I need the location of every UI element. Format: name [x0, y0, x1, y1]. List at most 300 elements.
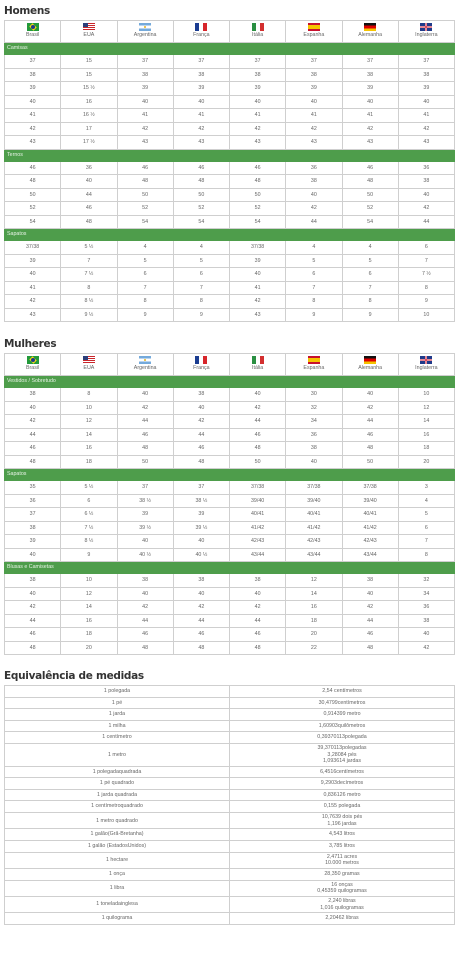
- table-cell: 15: [61, 55, 117, 69]
- table-cell: 6: [173, 268, 229, 282]
- unit-cell: [5, 732, 230, 744]
- table-cell: 16: [61, 614, 117, 628]
- table-cell: 50: [117, 188, 173, 202]
- section-label: Sapatos: [5, 469, 455, 481]
- table-cell: 7 ½: [61, 268, 117, 282]
- unit-cell: [5, 743, 230, 766]
- table-cell: 48: [5, 641, 61, 655]
- table-row: [5, 455, 455, 469]
- table-cell: 5: [286, 254, 342, 268]
- table-cell: 4: [117, 241, 173, 255]
- table-cell: 39: [5, 254, 61, 268]
- table-cell: 9: [286, 308, 342, 322]
- equivalence-row: [5, 896, 455, 912]
- table-cell: 40: [5, 401, 61, 415]
- table-cell: 14: [286, 587, 342, 601]
- table-row: [5, 641, 455, 655]
- flag-br-icon: [27, 23, 39, 31]
- table-cell: 39: [230, 82, 286, 96]
- flag-de-icon: [364, 356, 376, 364]
- table-row: [5, 55, 455, 69]
- measure-text: 1 hectare: [105, 857, 129, 864]
- table-cell: 5: [398, 508, 454, 522]
- measure-text: 39,370113polegadas: [317, 745, 367, 752]
- table-cell: 44: [173, 428, 229, 442]
- column-label: Espanha: [303, 32, 325, 38]
- equivalence-row: [5, 829, 455, 841]
- column-label: Inglaterra: [415, 32, 438, 38]
- table-cell: 44: [5, 428, 61, 442]
- equivalent-cell: [230, 789, 455, 801]
- unit-cell: [5, 812, 230, 828]
- table-row: [5, 521, 455, 535]
- table-cell: 46: [5, 161, 61, 175]
- measure-text: 1 metro: [108, 751, 126, 758]
- table-cell: 46: [117, 428, 173, 442]
- measure-text: 1,016 quilogramas: [320, 904, 364, 911]
- table-cell: 37: [342, 55, 398, 69]
- section-row: [5, 376, 455, 388]
- table-cell: 37/38: [342, 481, 398, 495]
- measure-text: 1 centímetro: [102, 734, 132, 741]
- equivalence-row: [5, 766, 455, 778]
- table-cell: 38: [398, 175, 454, 189]
- table-cell: 38 ½: [117, 494, 173, 508]
- table-cell: 43/44: [230, 548, 286, 562]
- table-cell: 40: [5, 587, 61, 601]
- table-cell: 38: [342, 574, 398, 588]
- column-label: EUA: [83, 32, 95, 38]
- unit-cell: [5, 913, 230, 925]
- table-cell: 36: [398, 601, 454, 615]
- header-row: [5, 354, 455, 376]
- table-cell: 9: [398, 295, 454, 309]
- table-row: [5, 295, 455, 309]
- table-cell: 39: [173, 508, 229, 522]
- table-cell: 41/42: [230, 521, 286, 535]
- table-cell: 34: [398, 587, 454, 601]
- table-cell: 54: [173, 215, 229, 229]
- mulheres-title: Mulheres: [4, 338, 57, 350]
- table-cell: 10: [61, 574, 117, 588]
- table-cell: 54: [342, 215, 398, 229]
- table-cell: 46: [173, 442, 229, 456]
- table-cell: 37: [5, 55, 61, 69]
- measure-text: 3,785 litros: [329, 842, 355, 849]
- column-label: Argentina: [133, 32, 157, 38]
- column-header-it: [230, 21, 286, 43]
- equivalent-cell: [230, 686, 455, 698]
- unit-cell: [5, 880, 230, 896]
- table-cell: 7: [342, 281, 398, 295]
- table-cell: 48: [117, 442, 173, 456]
- section-label: Sapatos: [5, 229, 455, 241]
- table-cell: 9: [342, 308, 398, 322]
- table-cell: 6: [61, 494, 117, 508]
- table-cell: 38: [398, 614, 454, 628]
- table-cell: 52: [117, 202, 173, 216]
- column-label: França: [193, 32, 210, 38]
- table-cell: 8: [61, 281, 117, 295]
- table-cell: 48: [173, 175, 229, 189]
- column-header-gb: [398, 354, 454, 376]
- table-row: [5, 388, 455, 402]
- table-cell: 9: [173, 308, 229, 322]
- table-cell: 37/38: [5, 241, 61, 255]
- equivalent-cell: [230, 732, 455, 744]
- table-cell: 39: [230, 254, 286, 268]
- table-cell: 40: [5, 95, 61, 109]
- table-cell: 37/38: [286, 481, 342, 495]
- table-cell: 39: [5, 535, 61, 549]
- table-cell: 32: [286, 401, 342, 415]
- table-cell: 46: [117, 161, 173, 175]
- measure-text: 1 polegada: [103, 688, 131, 694]
- column-header-br: [5, 354, 61, 376]
- table-cell: 36: [5, 494, 61, 508]
- table-cell: 41: [230, 281, 286, 295]
- table-cell: 41: [286, 109, 342, 123]
- table-cell: 36: [61, 161, 117, 175]
- table-cell: 40: [286, 95, 342, 109]
- table-cell: 43: [5, 308, 61, 322]
- measure-text: 16 onças: [331, 881, 353, 888]
- table-cell: 7 ½: [398, 268, 454, 282]
- equivalence-row: [5, 868, 455, 880]
- table-cell: 42: [230, 401, 286, 415]
- table-cell: 42: [117, 122, 173, 136]
- column-header-de: [342, 354, 398, 376]
- table-row: [5, 82, 455, 96]
- column-header-de: [342, 21, 398, 43]
- table-cell: 7: [286, 281, 342, 295]
- table-cell: 12: [398, 401, 454, 415]
- table-row: [5, 548, 455, 562]
- table-cell: 14: [61, 601, 117, 615]
- table-cell: 38: [286, 175, 342, 189]
- table-cell: 43/44: [342, 548, 398, 562]
- table-cell: 48: [230, 641, 286, 655]
- table-cell: 40: [230, 388, 286, 402]
- table-cell: 4: [286, 241, 342, 255]
- table-cell: 40: [173, 535, 229, 549]
- table-cell: 50: [342, 455, 398, 469]
- table-cell: 8: [286, 295, 342, 309]
- table-cell: 40: [342, 95, 398, 109]
- table-row: [5, 241, 455, 255]
- table-cell: 41: [230, 109, 286, 123]
- equivalent-cell: [230, 709, 455, 721]
- table-cell: 20: [61, 641, 117, 655]
- table-row: [5, 535, 455, 549]
- table-cell: 8: [117, 295, 173, 309]
- column-label: Argentina: [133, 365, 157, 371]
- table-cell: 6 ½: [61, 508, 117, 522]
- table-cell: 40/41: [286, 508, 342, 522]
- table-cell: 42/43: [342, 535, 398, 549]
- measure-text: 0,45359 quilogramas: [317, 888, 367, 895]
- unit-cell: [5, 709, 230, 721]
- table-cell: 44: [342, 614, 398, 628]
- table-cell: 12: [61, 587, 117, 601]
- measure-text: 2,240 libras: [328, 898, 356, 905]
- table-cell: 50: [117, 455, 173, 469]
- table-cell: 46: [342, 628, 398, 642]
- table-cell: 40 ½: [173, 548, 229, 562]
- table-cell: 50: [342, 188, 398, 202]
- table-cell: 10: [398, 388, 454, 402]
- table-cell: 54: [230, 215, 286, 229]
- table-cell: 54: [117, 215, 173, 229]
- table-cell: 36: [286, 428, 342, 442]
- table-cell: 37: [5, 508, 61, 522]
- measure-text: 6,4516centímetros: [320, 768, 364, 775]
- measure-text: 2,54 centímetros: [322, 688, 362, 694]
- table-cell: 46: [117, 628, 173, 642]
- table-cell: 16: [286, 601, 342, 615]
- table-cell: 44: [342, 415, 398, 429]
- table-cell: 48: [117, 641, 173, 655]
- measure-text: 1,093614 jardas: [323, 757, 361, 764]
- table-cell: 18: [286, 614, 342, 628]
- equivalence-row: [5, 697, 455, 709]
- table-cell: 42: [5, 601, 61, 615]
- table-cell: 9 ½: [61, 308, 117, 322]
- table-cell: 54: [5, 215, 61, 229]
- table-cell: 46: [5, 442, 61, 456]
- table-cell: 9: [117, 308, 173, 322]
- table-cell: 41/42: [342, 521, 398, 535]
- section-row: [5, 43, 455, 55]
- table-cell: 40: [398, 95, 454, 109]
- table-row: [5, 308, 455, 322]
- table-cell: 41: [342, 109, 398, 123]
- table-row: [5, 494, 455, 508]
- equivalence-row: [5, 778, 455, 790]
- equivalence-row: [5, 732, 455, 744]
- flag-fr-icon: [195, 356, 207, 364]
- table-cell: 44: [398, 215, 454, 229]
- table-row: [5, 614, 455, 628]
- table-cell: 44: [286, 215, 342, 229]
- table-row: [5, 281, 455, 295]
- table-cell: 43: [173, 136, 229, 150]
- unit-cell: [5, 868, 230, 880]
- table-cell: 48: [342, 175, 398, 189]
- flag-es-icon: [308, 23, 320, 31]
- table-cell: 52: [230, 202, 286, 216]
- table-cell: 42: [286, 202, 342, 216]
- table-cell: 39/40: [286, 494, 342, 508]
- equivalencia-table: [4, 685, 455, 925]
- table-cell: 40: [286, 455, 342, 469]
- table-cell: 35: [5, 481, 61, 495]
- table-cell: 22: [286, 641, 342, 655]
- table-cell: 41: [398, 109, 454, 123]
- table-cell: 43: [398, 136, 454, 150]
- table-cell: 42: [398, 202, 454, 216]
- table-cell: 48: [61, 215, 117, 229]
- table-cell: 5 ½: [61, 241, 117, 255]
- table-cell: 46: [230, 161, 286, 175]
- unit-cell: [5, 686, 230, 698]
- table-cell: 37: [173, 55, 229, 69]
- table-cell: 14: [398, 415, 454, 429]
- column-header-br: [5, 21, 61, 43]
- table-cell: 42: [173, 601, 229, 615]
- section-label: Blusas e Camisetas: [5, 562, 455, 574]
- table-cell: 42: [398, 641, 454, 655]
- table-cell: 12: [61, 415, 117, 429]
- table-cell: 5: [173, 254, 229, 268]
- table-row: [5, 401, 455, 415]
- table-cell: 52: [342, 202, 398, 216]
- measure-text: 1 libra: [109, 885, 125, 892]
- table-cell: 37: [398, 55, 454, 69]
- table-cell: 20: [286, 628, 342, 642]
- column-header-ar: [117, 21, 173, 43]
- table-cell: 37: [230, 55, 286, 69]
- table-cell: 43: [117, 136, 173, 150]
- table-cell: 16 ½: [61, 109, 117, 123]
- table-cell: 36: [398, 161, 454, 175]
- table-cell: 38: [173, 68, 229, 82]
- table-cell: 48: [230, 442, 286, 456]
- table-cell: 42/43: [286, 535, 342, 549]
- table-row: [5, 109, 455, 123]
- table-cell: 42: [398, 122, 454, 136]
- measure-text: 0,836126 metro: [323, 791, 361, 798]
- table-cell: 42: [5, 415, 61, 429]
- table-cell: 42/43: [230, 535, 286, 549]
- measure-text: 30,4799centímetros: [318, 699, 366, 706]
- table-cell: 41/42: [286, 521, 342, 535]
- column-header-us: [61, 354, 117, 376]
- table-cell: 18: [61, 455, 117, 469]
- column-header-fr: [173, 354, 229, 376]
- table-cell: 43: [230, 136, 286, 150]
- table-cell: 38: [5, 521, 61, 535]
- table-cell: 50: [230, 455, 286, 469]
- table-cell: 6: [398, 521, 454, 535]
- table-cell: 48: [117, 175, 173, 189]
- flag-ar-icon: [139, 356, 151, 364]
- measure-text: 0,155 polegada: [323, 803, 361, 810]
- measure-text: 3,28084 pés: [327, 751, 357, 758]
- equivalent-cell: [230, 913, 455, 925]
- table-cell: 39: [117, 508, 173, 522]
- table-row: [5, 254, 455, 268]
- table-cell: 44: [117, 415, 173, 429]
- table-cell: 42: [117, 601, 173, 615]
- measure-text: 1 jarda quadrada: [96, 791, 138, 798]
- table-cell: 6: [398, 241, 454, 255]
- flag-us-icon: [83, 23, 95, 31]
- table-cell: 8 ½: [61, 295, 117, 309]
- measure-text: 1,196 jardas: [327, 820, 357, 827]
- table-cell: 42: [342, 401, 398, 415]
- table-cell: 39: [173, 82, 229, 96]
- table-cell: 46: [61, 202, 117, 216]
- flag-es-icon: [308, 356, 320, 364]
- measure-text: 1,60903quilômetros: [318, 722, 366, 729]
- table-row: [5, 587, 455, 601]
- homens-table: [4, 20, 455, 322]
- table-cell: 42: [230, 122, 286, 136]
- table-cell: 32: [398, 574, 454, 588]
- equivalence-row: [5, 880, 455, 896]
- table-cell: 37: [286, 55, 342, 69]
- unit-cell: [5, 896, 230, 912]
- homens-title: Homens: [4, 5, 50, 17]
- table-cell: 8: [173, 295, 229, 309]
- measure-text: 1 quilograma: [101, 915, 133, 922]
- equivalent-cell: [230, 778, 455, 790]
- table-cell: 8: [61, 388, 117, 402]
- table-cell: 41: [173, 109, 229, 123]
- table-cell: 43: [5, 136, 61, 150]
- table-cell: 38 ½: [173, 494, 229, 508]
- table-cell: 46: [230, 628, 286, 642]
- table-cell: 40: [117, 535, 173, 549]
- column-header-es: [286, 21, 342, 43]
- table-row: [5, 188, 455, 202]
- column-label: EUA: [83, 365, 95, 371]
- table-cell: 44: [230, 415, 286, 429]
- measure-text: 4,543 litros: [329, 831, 355, 838]
- table-cell: 8: [398, 548, 454, 562]
- mulheres-table: [4, 353, 455, 655]
- table-cell: 10: [61, 401, 117, 415]
- table-cell: 48: [342, 442, 398, 456]
- table-cell: 10: [398, 308, 454, 322]
- table-cell: 4: [398, 494, 454, 508]
- table-row: [5, 68, 455, 82]
- table-row: [5, 508, 455, 522]
- table-cell: 39: [286, 82, 342, 96]
- table-cell: 40: [173, 95, 229, 109]
- table-cell: 48: [342, 641, 398, 655]
- table-cell: 46: [230, 428, 286, 442]
- measure-text: 0,914399 metro: [323, 711, 361, 718]
- table-cell: 46: [342, 428, 398, 442]
- table-cell: 50: [5, 188, 61, 202]
- measure-text: 2,20462 libras: [325, 915, 359, 922]
- table-cell: 42: [230, 601, 286, 615]
- table-cell: 5: [117, 254, 173, 268]
- unit-cell: [5, 801, 230, 813]
- table-cell: 40: [173, 587, 229, 601]
- measure-text: 1 toneladainglesa: [96, 901, 138, 908]
- unit-cell: [5, 778, 230, 790]
- table-cell: 36: [286, 161, 342, 175]
- table-cell: 46: [5, 628, 61, 642]
- column-label: Alemanha: [358, 32, 383, 38]
- table-cell: 5 ½: [61, 481, 117, 495]
- measure-text: 1 polegadaquadrada: [92, 768, 142, 775]
- table-cell: 9: [61, 548, 117, 562]
- column-label: Alemanha: [358, 365, 383, 371]
- table-cell: 40: [117, 95, 173, 109]
- table-cell: 41: [5, 281, 61, 295]
- table-cell: 48: [173, 455, 229, 469]
- unit-cell: [5, 840, 230, 852]
- section-row: [5, 229, 455, 241]
- table-cell: 39/40: [230, 494, 286, 508]
- table-cell: 17: [61, 122, 117, 136]
- table-cell: 40: [173, 401, 229, 415]
- equivalent-cell: [230, 720, 455, 732]
